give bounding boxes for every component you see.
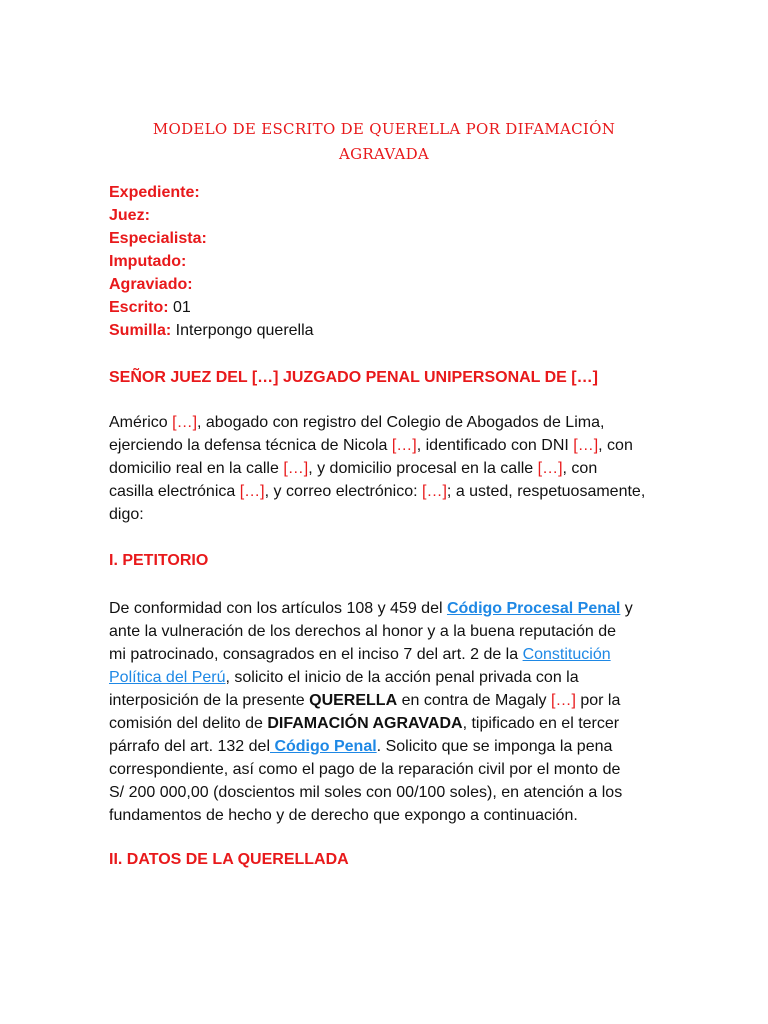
sumilla-value: Interpongo querella — [171, 322, 314, 339]
section-heading-datos: II. DATOS DE LA QUERELLADA — [109, 851, 349, 868]
title-line-1: MODELO DE ESCRITO DE QUERELLA POR DIFAMACIÓN — [152, 120, 616, 138]
case-header — [109, 181, 314, 342]
especialista-label: Especialista: — [109, 230, 207, 247]
escrito-line — [109, 296, 314, 319]
document-title — [110, 117, 658, 167]
codigo-procesal-penal-link[interactable]: Código Procesal Penal — [446, 600, 621, 617]
constitucion-link[interactable]: Constitución — [522, 646, 611, 663]
intro-paragraph: Américo […], abogado con registro del Colegio de Abogados de Lima, ejerciendo la defensa técnica de Nicola […], identificado con DNI […], con domicilio real en la calle […], y domicilio procesal en la calle […], con casilla electrónica […], y correo electrónico: […]; a usted, respetuosamente, digo: — [109, 414, 646, 523]
sumilla-line — [109, 319, 314, 342]
section-heading-petitorio: I. PETITORIO — [109, 552, 209, 569]
expediente-label: Expediente: — [109, 184, 200, 201]
placeholder: […] — [391, 437, 417, 454]
placeholder: […] — [573, 437, 599, 454]
sumilla-label: Sumilla: — [109, 322, 172, 339]
placeholder: […] — [422, 483, 447, 500]
placeholder: […] — [283, 460, 309, 477]
placeholder: […] — [551, 692, 576, 709]
title-line-2: AGRAVADA — [338, 145, 430, 163]
escrito-label: Escrito: — [109, 299, 169, 316]
querella-bold: QUERELLA — [309, 692, 398, 709]
placeholder: […] — [172, 414, 198, 431]
placeholder: […] — [239, 483, 265, 500]
codigo-penal-link[interactable]: Código Penal — [270, 738, 377, 755]
agraviado-label: Agraviado: — [109, 276, 193, 293]
escrito-value: 01 — [168, 299, 191, 316]
imputado-label: Imputado: — [109, 253, 187, 270]
petitorio-paragraph: De conformidad con los artículos 108 y 459 del Código Procesal Penal y ante la vulneración de los derechos al honor y a la buena reputación de mi patrocinado, consagrados en el inciso 7 del art. 2 de la Constitución Política del Perú, solicito el inicio de la acción penal privada con la interposición de la presente QUERELLA en contra de Magaly […] por la comisión del delito de DIFAMACIÓN AGRAVADA, tipificado en el tercer párrafo del art. 132 del Código Penal. Solicito que se imponga la pena correspondiente, así como el pago de la reparación civil por el monto de S/ 200 000,00 (doscientos mil soles con 00/100 soles), en atención a los fundamentos de hecho y de derecho que expongo a continuación. — [109, 600, 633, 824]
constitucion-link-cont[interactable]: Política del Perú — [109, 669, 226, 686]
addressee-line: SEÑOR JUEZ DEL […] JUZGADO PENAL UNIPERSONAL DE […] — [109, 369, 598, 386]
delito-bold: DIFAMACIÓN AGRAVADA — [267, 715, 463, 732]
juez-label: Juez: — [109, 207, 150, 224]
placeholder: […] — [537, 460, 563, 477]
